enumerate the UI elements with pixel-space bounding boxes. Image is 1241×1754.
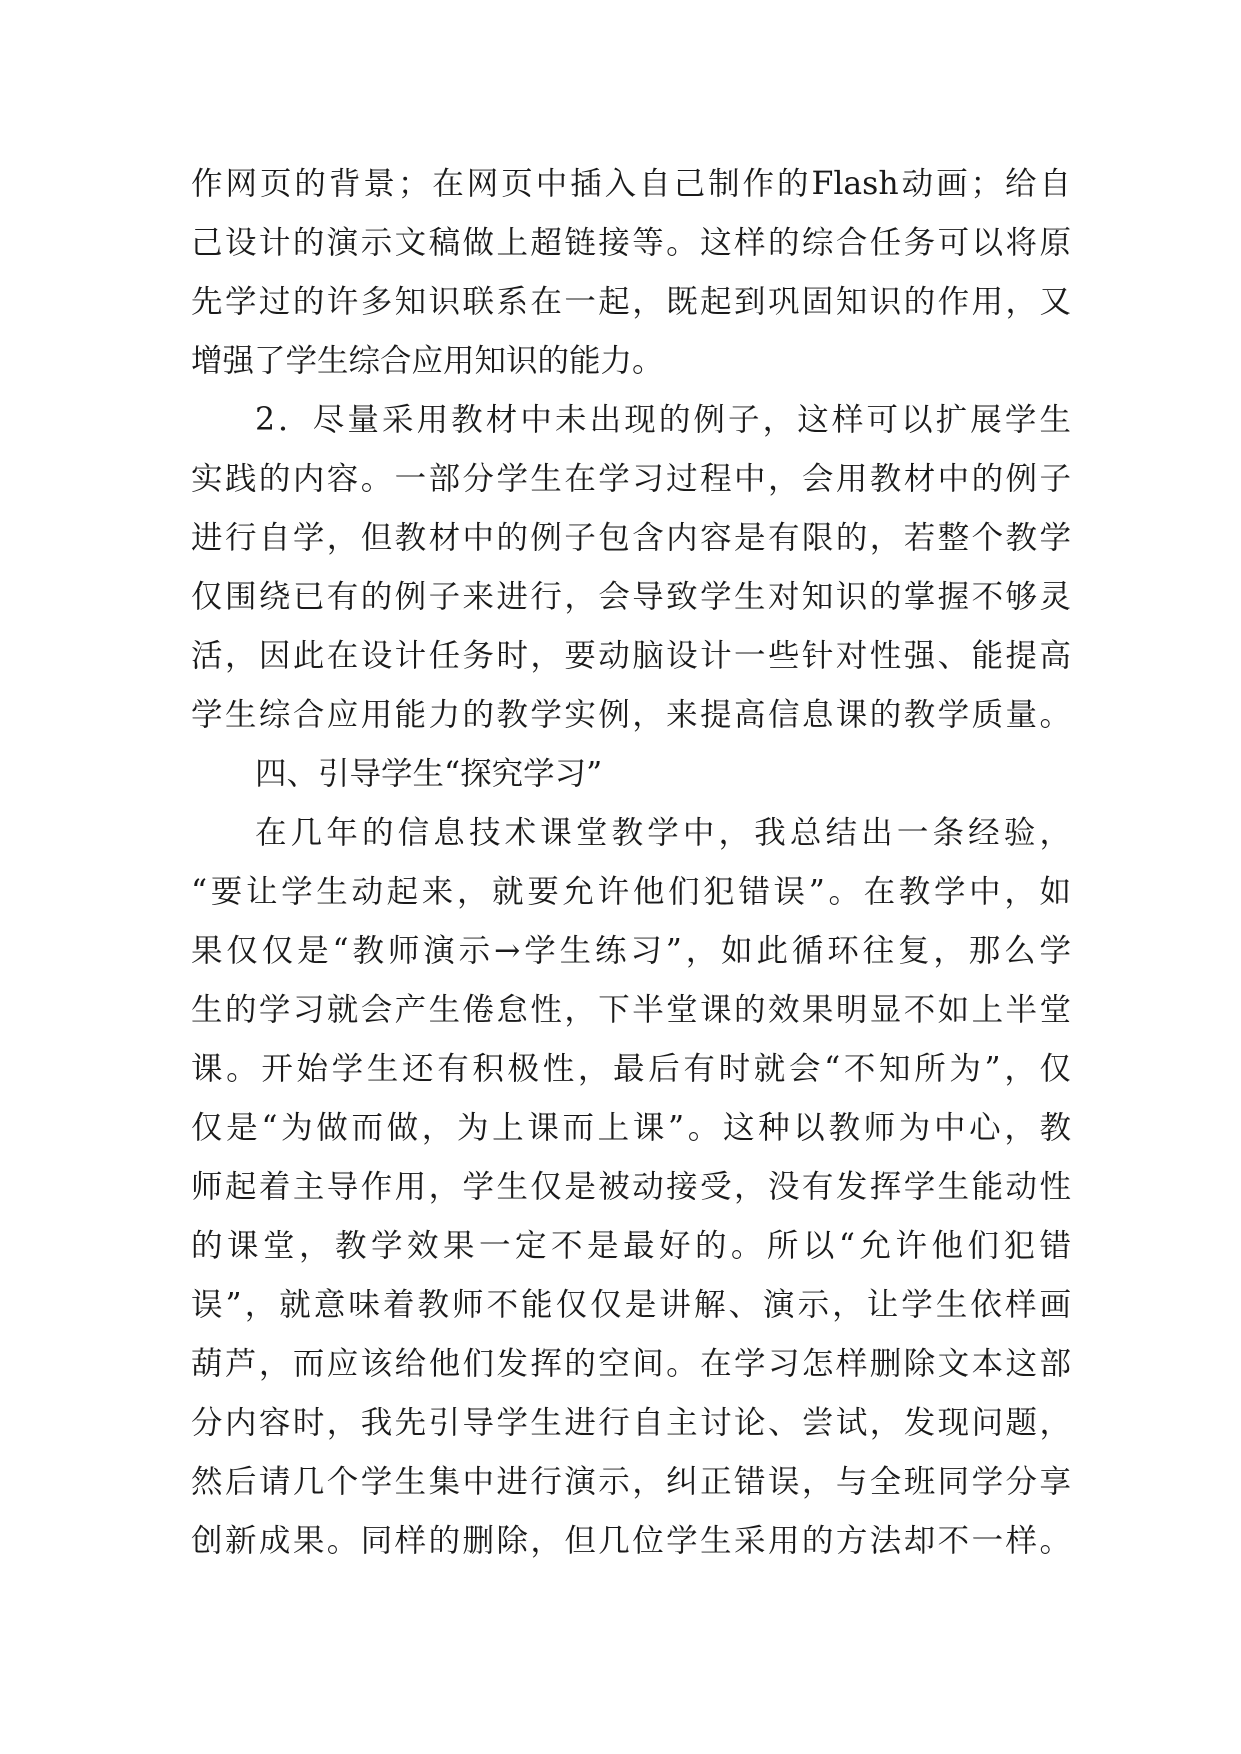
text-line: 课。开始学生还有积极性，最后有时就会“不知所为”，仅: [191, 1051, 1071, 1087]
text-line: 师起着主导作用，学生仅是被动接受，没有发挥学生能动性: [191, 1169, 1071, 1205]
text-line: 仅围绕已有的例子来进行，会导致学生对知识的掌握不够灵: [191, 579, 1071, 615]
text-line: 学生综合应用能力的教学实例，来提高信息课的教学质量。: [191, 697, 1071, 733]
text-line: 生的学习就会产生倦怠性，下半堂课的效果明显不如上半堂: [191, 992, 1071, 1028]
section-heading: 四、引导学生“探究学习”: [255, 756, 603, 792]
text-line: 葫芦，而应该给他们发挥的空间。在学习怎样删除文本这部: [191, 1346, 1071, 1382]
text-line: 的课堂，教学效果一定不是最好的。所以“允许他们犯错: [191, 1228, 1071, 1264]
text-line: 分内容时，我先引导学生进行自主讨论、尝试，发现问题，: [191, 1405, 1071, 1441]
text-line: 创新成果。同样的删除，但几位学生采用的方法却不一样。: [191, 1523, 1071, 1559]
text-line: 果仅仅是“教师演示→学生练习”，如此循环往复，那么学: [191, 933, 1071, 969]
text-line: 先学过的许多知识联系在一起，既起到巩固知识的作用，又: [191, 284, 1071, 320]
text-line: 活，因此在设计任务时，要动脑设计一些针对性强、能提高: [191, 638, 1071, 674]
paragraph-start: 在几年的信息技术课堂教学中，我总结出一条经验，: [255, 815, 1071, 851]
text-line: 增强了学生综合应用知识的能力。: [191, 343, 664, 379]
text-line: 仅是“为做而做，为上课而上课”。这种以教师为中心，教: [191, 1110, 1071, 1146]
text-line: 然后请几个学生集中进行演示，纠正错误，与全班同学分享: [191, 1464, 1071, 1500]
body-text: [191, 155, 1071, 1571]
text-line: “要让学生动起来，就要允许他们犯错误”。在教学中，如: [191, 874, 1071, 910]
text-line: 作网页的背景；在网页中插入自己制作的Flash动画；给自: [191, 166, 1071, 202]
text-line: 误”，就意味着教师不能仅仅是讲解、演示，让学生依样画: [191, 1287, 1071, 1323]
text-line: 进行自学，但教材中的例子包含内容是有限的，若整个教学: [191, 520, 1071, 556]
text-line: 实践的内容。一部分学生在学习过程中，会用教材中的例子: [191, 461, 1071, 497]
text-line: 己设计的演示文稿做上超链接等。这样的综合任务可以将原: [191, 225, 1071, 261]
numbered-paragraph-start: 2．尽量采用教材中未出现的例子，这样可以扩展学生: [255, 402, 1071, 438]
